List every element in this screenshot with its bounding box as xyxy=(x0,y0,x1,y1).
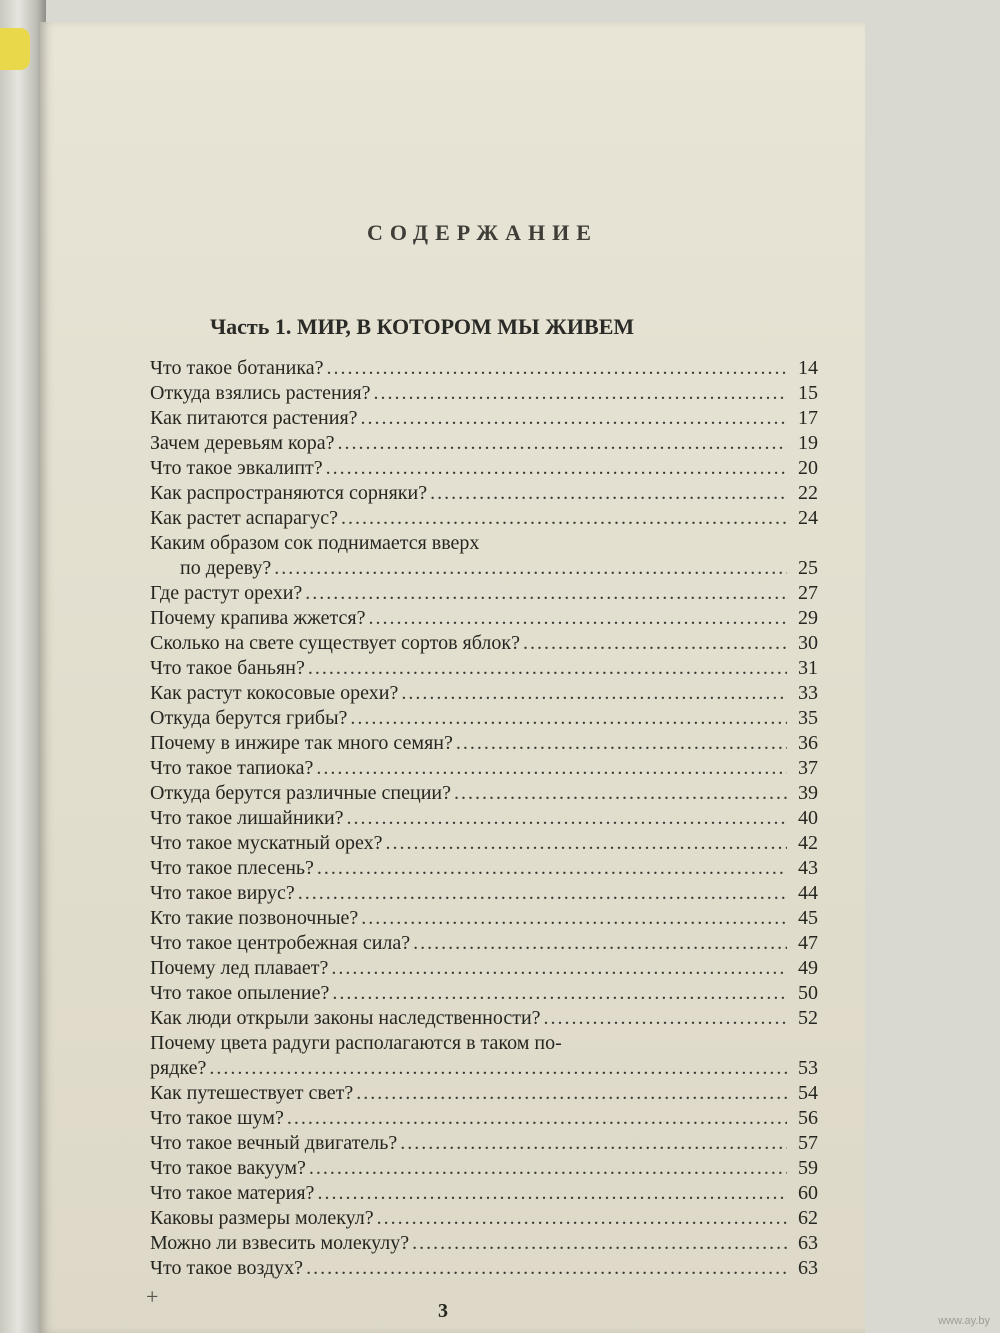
toc-entry: Что такое вечный двигатель? ..... 57 xyxy=(150,1131,818,1156)
book-cover-corner xyxy=(0,28,30,70)
toc-entry: Сколько на свете существует сортов яблок? ..... 30 xyxy=(150,631,818,656)
toc-entry: Как путешествует свет? ..... 54 xyxy=(150,1081,818,1106)
toc-entry: Как люди открыли законы наследственности? ..... 52 xyxy=(150,1006,818,1031)
toc-entry: Что такое плесень? ..... 43 xyxy=(150,856,818,881)
toc-entry: Почему крапива жжется? ..... 29 xyxy=(150,606,818,631)
toc-entry: Почему в инжире так много семян? ..... 36 xyxy=(150,731,818,756)
toc-entry: Кто такие позвоночные? ..... 45 xyxy=(150,906,818,931)
toc-entry: Что такое вирус? ..... 44 xyxy=(150,881,818,906)
toc-entry: Как растет аспарагус? ..... 24 xyxy=(150,506,818,531)
toc-entry: Каким образом сок поднимается вверх xyxy=(150,532,480,554)
toc-entry: Откуда берутся различные специи? ..... 39 xyxy=(150,781,818,806)
toc-entry: рядке? ..... 53 xyxy=(150,1056,818,1081)
toc-entry: Можно ли взвесить молекулу? ..... 63 xyxy=(150,1231,818,1256)
page-number: 3 xyxy=(438,1300,448,1322)
toc-entry: Зачем деревьям кора? ..... 19 xyxy=(150,431,818,456)
toc-entry: Что такое тапиока? ..... 37 xyxy=(150,756,818,781)
toc-entry: Что такое эвкалипт? ..... 20 xyxy=(150,456,818,481)
toc-entry: Что такое шум? ..... 56 xyxy=(150,1106,818,1131)
toc-entry: Что такое ботаника? ..... 14 xyxy=(150,356,818,381)
toc-entry: Почему цвета радуги располагаются в таком по- xyxy=(150,1032,562,1054)
toc-entry: Что такое баньян? ..... 31 xyxy=(150,656,818,681)
contents-heading: СОДЕРЖАНИЕ xyxy=(367,220,598,245)
toc-entry: Почему лед плавает? ..... 49 xyxy=(150,956,818,981)
toc-entry: Что такое опыление? ..... 50 xyxy=(150,981,818,1006)
table-of-contents xyxy=(150,356,818,1281)
part-title: Часть 1. МИР, В КОТОРОМ МЫ ЖИВЕМ xyxy=(210,314,635,339)
toc-entry: Как растут кокосовые орехи? ..... 33 xyxy=(150,681,818,706)
toc-entry: Что такое мускатный орех? ..... 42 xyxy=(150,831,818,856)
pen-mark: + xyxy=(146,1284,159,1309)
toc-entry: Что такое вакуум? ..... 59 xyxy=(150,1156,818,1181)
site-watermark: www.ay.by xyxy=(938,1315,990,1327)
toc-entry: Как распространяются сорняки? ..... 22 xyxy=(150,481,818,506)
toc-entry: Что такое материя? ..... 60 xyxy=(150,1181,818,1206)
toc-entry: Каковы размеры молекул? ..... 62 xyxy=(150,1206,818,1231)
toc-entry: Как питаются растения? ..... 17 xyxy=(150,406,818,431)
toc-entry: Откуда берутся грибы? ..... 35 xyxy=(150,706,818,731)
toc-entry: по дереву? ..... 25 xyxy=(150,556,818,581)
toc-entry: Что такое воздух? ..... 63 xyxy=(150,1256,818,1281)
toc-entry: Что такое центробежная сила? ..... 47 xyxy=(150,931,818,956)
book-page xyxy=(40,22,865,1333)
toc-entry: Откуда взялись растения? ..... 15 xyxy=(150,381,818,406)
toc-entry: Что такое лишайники? ..... 40 xyxy=(150,806,818,831)
toc-entry: Где растут орехи? ..... 27 xyxy=(150,581,818,606)
